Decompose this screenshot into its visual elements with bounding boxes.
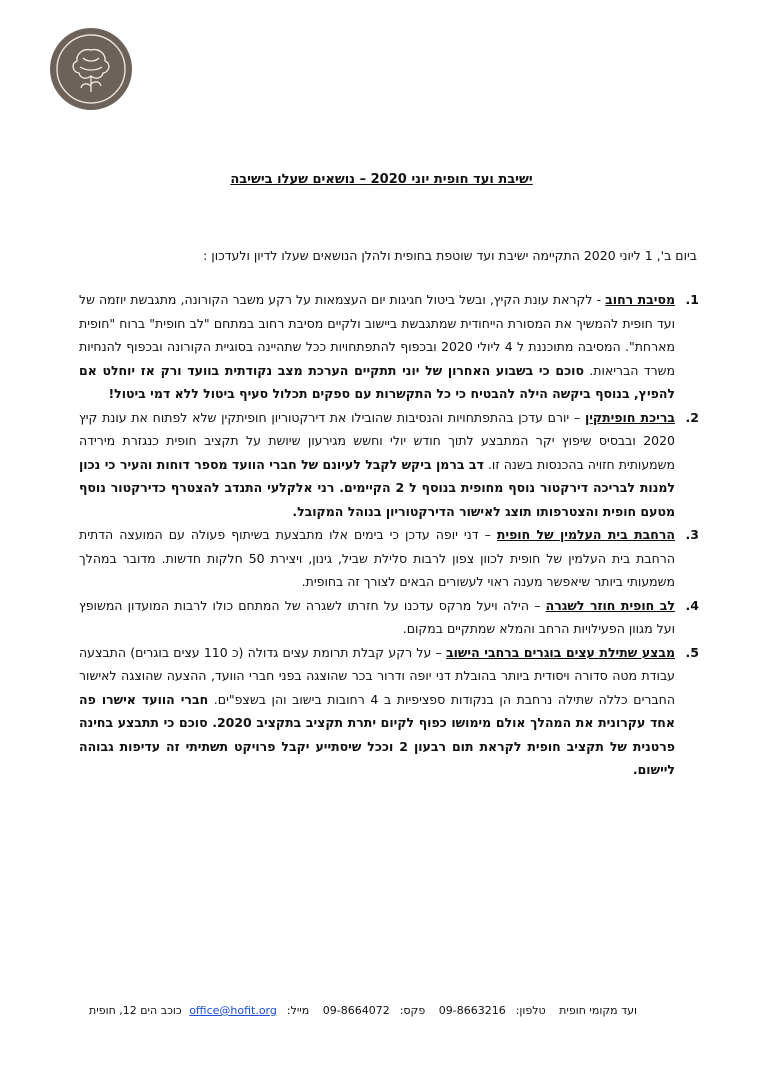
item-decision: דב ברמן ביקש לקבל לעיונם של חברי הוועד מספר דוחות והעיר כי נכון למנות לבריכה דירקטור נוסף מחופית בנוסף ל 2 הקיימים. רני אלקלעי התנדב להצטרף כדירקטור נוסף מטעם חופית והצטרפותו תוצג לאישור הדירקטוריון בנוהל המקובל.: [79, 456, 675, 519]
item-number: 1.: [685, 292, 699, 307]
item-decision: חברי הוועד אישרו פה אחד עקרונית את המהלך אולם מימושו כפוף לקיום יתרת תקציב בתקציב 2020. סוכם כי תתבצע בחינה פרטנית של תקציב חופית לקראת תום רבעון 2 וככל שיסתייע יקבל פרויקט תשתיתי זה עדיפות גבוהה ליישום.: [79, 691, 675, 777]
item-text: – יורם עדכן בהתפתחויות והנסיבות שהובילו את דירקטוריון חופיתקין שלא לפתוח את עונת קיץ 2020 ובבסיס שיפוץ יקר המתבצע לתוך חודש יולי וחשש מגירעון שיושת על תקציב חופית כנגזרת מירידה משמעותית חזויה בהכנסות בשנה זו.: [79, 409, 675, 472]
item-body: [79, 406, 675, 524]
footer-fax-label: פקס:: [399, 1004, 426, 1017]
agenda-list: [79, 288, 699, 782]
item-body: [79, 641, 675, 782]
item-title: בריכת חופיתקין: [584, 409, 675, 425]
list-item: [79, 594, 699, 641]
intro-paragraph: ביום ב', 1 ליוני 2020 התקיימה ישיבת ועד שוטפת בחופית ולהלן הנושאים שעלו לדיון ולעדכון :: [203, 248, 697, 263]
page-footer: [89, 1004, 637, 1017]
item-text: – דני יופה עדכן כי בימים אלו מתבצעת בשיתוף פעולה עם המועצה הדתית הרחבת בית העלמין של חופית לכוון צפון לרבות סלילת שביל, גינון, ויצירת 50 חלקות חדשות. מדובר במהלך משמעותי ביותר שיאפשר מענה ראוי לעשורים הבאים לצורך זה בחופית.: [79, 527, 675, 589]
footer-phone-label: טלפון:: [515, 1004, 546, 1017]
item-text: – הילה ויעל מרקס עדכנו על חזרתו לשגרה של המתחם כולו לרבות המועדון המשופץ ועל מגוון הפעילויות הרחב והמלא שמתקיים במקום.: [79, 597, 675, 636]
item-body: [79, 594, 675, 641]
item-body: [79, 288, 675, 406]
item-number: 3.: [685, 527, 699, 542]
item-title: לב חופית חוזר לשגרה: [545, 597, 675, 613]
flower-logo-icon: [50, 28, 132, 110]
footer-org: ועד מקומי חופית: [559, 1004, 637, 1017]
list-item: [79, 523, 699, 594]
item-number: 5.: [685, 644, 699, 660]
item-number: 2.: [685, 409, 699, 425]
item-text: - לקראת עונת הקיץ, ובשל ביטול חגיגות יום העצמאות על רקע משבר הקורונה, מתגבשת יוזמה של ועד חופית להמשיך את המסורת הייחודית שמתגבשת ביישוב ולקיים מסיבת רחוב במתחם "לב חופית" ברוח "חופית מארחת". המסיבה מתוכננת ל 4 ליולי 2020 ובכפוף להתפתחויות ככל שתהיינה בסוגיית הקורונה ובכפוף להנחיות משרד הבריאות.: [79, 292, 675, 378]
email-link[interactable]: office@hofit.org: [189, 1004, 277, 1017]
footer-address: כוכב הים 12, חופית: [89, 1004, 182, 1017]
item-title: הרחבת בית העלמין של חופית: [496, 527, 675, 542]
footer-phone: 09-8663216: [438, 1004, 506, 1017]
item-body: [79, 523, 675, 594]
item-title: מבצע שתילת עצים בוגרים ברחבי הישוב: [446, 644, 675, 660]
footer-mail-label: מייל:: [286, 1004, 310, 1017]
list-item: [79, 288, 699, 406]
list-item: [79, 641, 699, 782]
item-text: – על רקע קבלת תרומת עצים גדולה (כ 110 עצים בוגרים) התבצעה עבודת מטה סדורה ויסודית ביותר בהובלת דני יופה ודרור בכר שהוצגה בפני חברי הוועד, ההצעה שהוצגה לאישור החברים כללה שתילה נרחבת הן בנקודות ספציפיות ב 4 רחובות בישוב והן בשצפ"ים.: [79, 644, 675, 707]
page-title: ישיבת ועד חופית יוני 2020 – נושאים שעלו בישיבה: [230, 172, 533, 187]
item-number: 4.: [685, 597, 699, 613]
list-item: [79, 406, 699, 524]
item-title: מסיבת רחוב: [605, 292, 676, 307]
item-decision: סוכם כי בשבוע האחרון של יוני תתקיים הערכת מצב נקודתית בוועד ורק אז יוחלט אם להפיץ, בנוסף ביקשה הילה להבטיח כי כל התקשרות עם ספקים תכלול סעיף ביטול ללא דמי ביטול!: [79, 362, 675, 401]
footer-fax: 09-8664072: [322, 1004, 390, 1017]
